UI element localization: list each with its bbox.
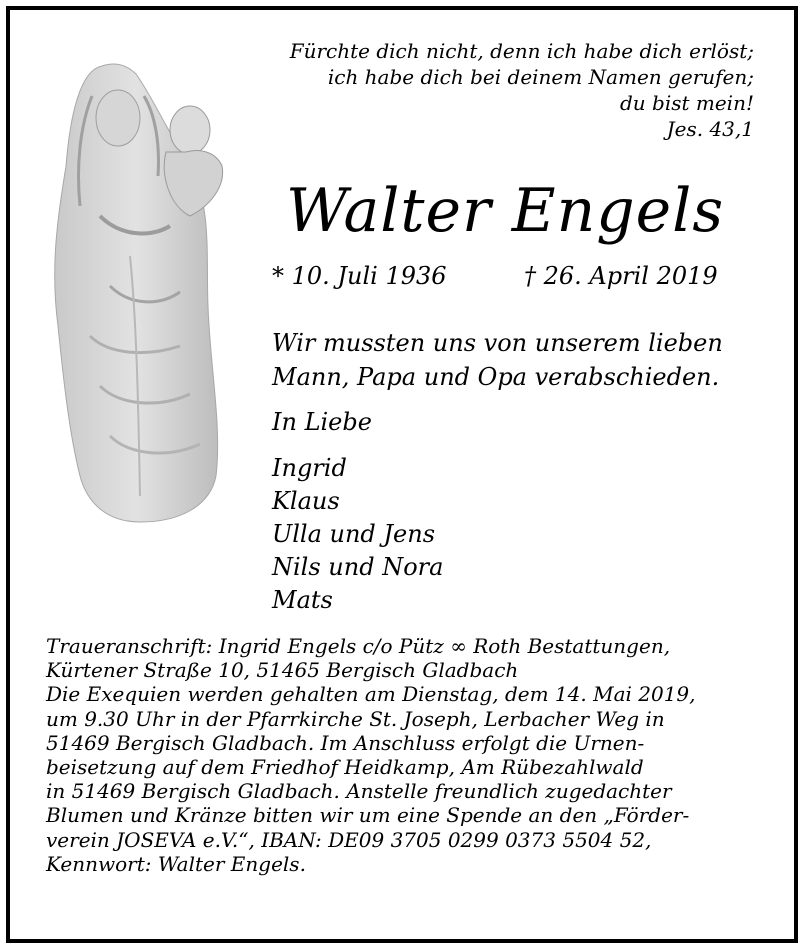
family-list bbox=[272, 452, 443, 617]
family-member: Nils und Nora bbox=[272, 553, 444, 581]
bible-quote bbox=[290, 38, 754, 142]
deceased-name: Walter Engels bbox=[286, 176, 725, 246]
family-member: Ulla und Jens bbox=[272, 520, 436, 548]
info-line: Kennwort: Walter Engels. bbox=[46, 851, 306, 876]
farewell-line: Wir mussten uns von unserem lieben bbox=[272, 329, 723, 357]
info-line: 51469 Bergisch Gladbach. Im Anschluss erfolgt die Urnen- bbox=[46, 730, 645, 755]
info-line: in 51469 Bergisch Gladbach. Anstelle freundlich zugedachter bbox=[46, 779, 672, 804]
info-line: um 9.30 Uhr in der Pfarrkirche St. Joseph, Lerbacher Weg in bbox=[46, 706, 665, 731]
funeral-info bbox=[46, 634, 696, 876]
quote-reference: Jes. 43,1 bbox=[666, 117, 754, 141]
quote-line: du bist mein! bbox=[619, 91, 754, 115]
quote-line: ich habe dich bei deinem Namen gerufen; bbox=[327, 65, 754, 89]
birth-date: * 10. Juli 1936 bbox=[272, 262, 447, 290]
quote-line: Fürchte dich nicht, denn ich habe dich erlöst; bbox=[289, 39, 754, 63]
info-line: Traueranschrift: Ingrid Engels c/o Pütz ∞ Roth Bestattungen, bbox=[46, 634, 671, 658]
info-line: beisetzung auf dem Friedhof Heidkamp, Am Rübezahlwald bbox=[46, 755, 644, 780]
info-line: Kürtener Straße 10, 51465 Bergisch Gladbach bbox=[46, 658, 519, 683]
family-member: Mats bbox=[272, 586, 333, 614]
info-line: verein JOSEVA e.V.“, IBAN: DE09 3705 0299 0373 5504 52, bbox=[46, 827, 652, 852]
family-member: Ingrid bbox=[272, 454, 347, 482]
family-member: Klaus bbox=[272, 487, 340, 515]
info-line: Blumen und Kränze bitten wir um eine Spende an den „Förder- bbox=[46, 803, 690, 828]
madonna-statue-image bbox=[40, 56, 226, 524]
death-date: † 26. April 2019 bbox=[524, 262, 718, 290]
farewell-text bbox=[272, 326, 723, 394]
farewell-line: Mann, Papa und Opa verabschieden. bbox=[272, 363, 720, 391]
in-love-label: In Liebe bbox=[272, 408, 372, 436]
info-line: Die Exequien werden gehalten am Dienstag, dem 14. Mai 2019, bbox=[46, 682, 696, 707]
